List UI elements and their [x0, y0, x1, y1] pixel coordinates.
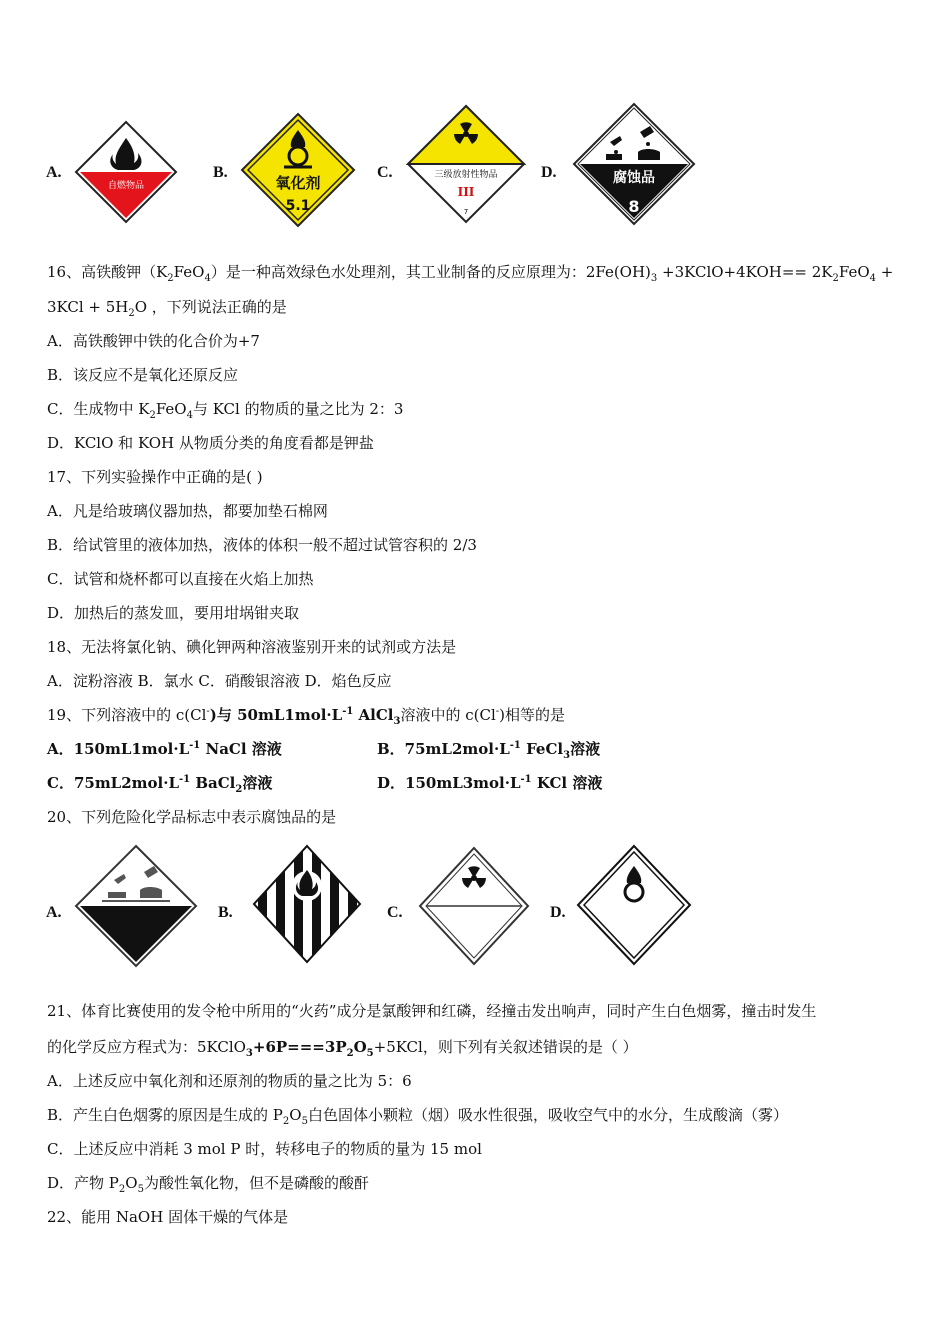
corrosive-sign-icon: [572, 102, 696, 226]
q16-stem-line1: 16、高铁酸钾$(K_2FeO_4)$是一种高效绿色水处理剂，其工业制备的反应原理为：$2Fe(OH)_3$ +3KClO+4KOH== $2K_2FeO_4$ +: [47, 263, 894, 284]
q16-option-a: A．高铁酸钾中铁的化合价为+7: [47, 332, 260, 350]
q16-option-d: D．KClO 和 KOH 从物质分类的角度看都是钾盐: [47, 434, 374, 452]
q15-option-d-label: D.: [541, 164, 557, 181]
sign-b-class: 5.1: [285, 198, 311, 214]
q20-flammable-solid-sign-icon: [250, 842, 364, 966]
q20-stem: 20、下列危险化学品标志中表示腐蚀品的是: [47, 808, 337, 826]
q17-option-d: D．加热后的蒸发皿，要用坩埚钳夹取: [47, 604, 300, 622]
q20-oxidizer-sign-icon: [576, 844, 692, 966]
sign-c-roman: III: [457, 185, 475, 199]
q19-option-a: A．$150mL1mol\cdot L^{-1}$ NaCl 溶液: [47, 740, 282, 758]
q17-option-c: C．试管和烧杯都可以直接在火焰上加热: [47, 570, 314, 588]
q21-option-a: A．上述反应中氧化剂和还原剂的物质的量之比为 5：6: [47, 1072, 412, 1090]
q21-option-b: B．产生白色烟雾的原因是生成的 $P_2O_5$白色固体小颗粒（烟）吸水性很强，吸收空气中的水分，生成酸滴（雾）: [47, 1106, 788, 1127]
q17-stem: 17、下列实验操作中正确的是( ): [47, 468, 263, 486]
sign-a-text: 自燃物品: [107, 181, 145, 191]
oxidizer-sign-icon: [240, 112, 356, 228]
q21-stem-line1: 21、体育比赛使用的发令枪中所用的“火药”成分是氯酸钾和红磷，经撞击发出响声，同时产生白色烟雾，撞击时发生: [47, 1002, 817, 1020]
q20-radioactive-sign-icon: [418, 846, 530, 966]
q15-option-b-label: B.: [213, 164, 228, 181]
q19-option-d: D．$150mL3mol\cdot L^{-1}$ KCl 溶液: [377, 774, 603, 792]
q19-option-c: C．$75mL2mol\cdot L^{-1}$ BaCl$_2$溶液: [47, 774, 273, 795]
q15-sign-row: [0, 100, 950, 230]
spontaneous-combustion-sign-icon: [74, 120, 178, 224]
q22-stem: 22、能用 NaOH 固体干燥的气体是: [47, 1208, 289, 1226]
q15-option-c-label: C.: [377, 164, 393, 181]
q20-option-d-label: D.: [550, 904, 566, 921]
q21-option-c: C．上述反应中消耗 3 mol P 时，转移电子的物质的量为 15 mol: [47, 1140, 482, 1158]
q17-option-a: A．凡是给玻璃仪器加热，都要加垫石棉网: [47, 502, 328, 520]
sign-d-class: 8: [628, 197, 640, 216]
q20-sign-row: [0, 840, 950, 970]
q21-stem-line2: 的化学反应方程式为：$5KClO_3+6P===3P_2O_5+5KCl$，则下列有关叙述错误的是（ ）: [47, 1038, 638, 1059]
q20-corrosive-sign-icon: [74, 844, 198, 968]
q16-stem-line2: $3KCl + 5H_2O$ ，下列说法正确的是: [47, 298, 287, 319]
q15-option-a-label: A.: [46, 164, 62, 181]
q19-option-b: B．$75mL2mol\cdot L^{-1}$ FeCl$_3$溶液: [377, 740, 601, 761]
sign-c-class: 7: [463, 208, 469, 216]
q20-option-b-label: B.: [218, 904, 233, 921]
q20-option-c-label: C.: [387, 904, 403, 921]
q19-stem: 19、下列溶液中的 c(Cl-)与 $50mL1mol\cdot L^{-1}$ AlCl$_3$溶液中的 c(Cl-)相等的是: [47, 706, 566, 727]
sign-d-text: 腐蚀品: [613, 170, 655, 186]
radioactive-sign-icon: [406, 104, 526, 224]
q21-option-d: D．产物 $P_2O_5$为酸性氧化物，但不是磷酸的酸酐: [47, 1174, 369, 1195]
sign-c-text: 三级放射性物品: [434, 170, 498, 180]
q16-option-c: C．生成物中 $K_2FeO_4$与 KCl 的物质的量之比为 2：3: [47, 400, 404, 421]
q17-option-b: B．给试管里的液体加热，液体的体积一般不超过试管容积的 2/3: [47, 536, 477, 554]
q16-option-b: B．该反应不是氧化还原反应: [47, 366, 239, 384]
sign-b-text: 氧化剂: [275, 174, 321, 192]
q18-stem: 18、无法将氯化钠、碘化钾两种溶液鉴别开来的试剂或方法是: [47, 638, 457, 656]
q20-option-a-label: A.: [46, 904, 62, 921]
q18-options: A．淀粉溶液 B．氯水 C．硝酸银溶液 D．焰色反应: [47, 672, 392, 690]
